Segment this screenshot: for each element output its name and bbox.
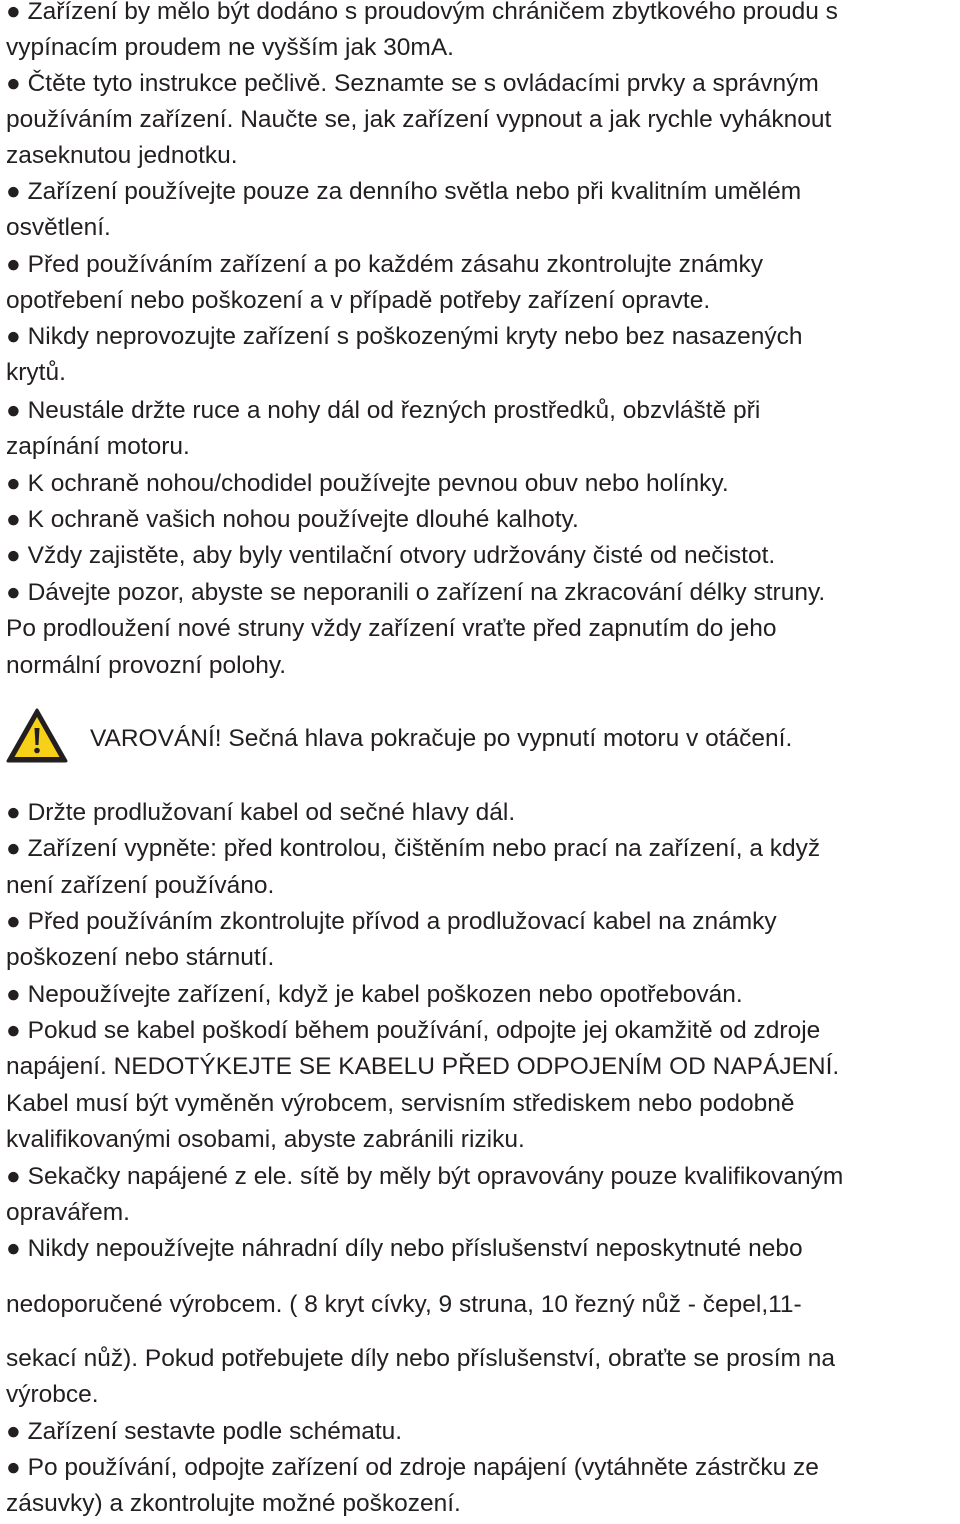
text-line: zaseknutou jednotku. bbox=[6, 142, 238, 169]
text-line: opotřebení nebo poškození a v případě potřeby zařízení opravte. bbox=[6, 287, 711, 314]
text-line: osvětlení. bbox=[6, 214, 111, 241]
text-line: ● Dávejte pozor, abyste se neporanili o zařízení na zkracování délky struny. bbox=[6, 579, 826, 606]
text-line: Kabel musí být vyměněn výrobcem, servisním střediskem nebo podobně bbox=[6, 1090, 795, 1117]
text-line: ● Před používáním zařízení a po každém zásahu zkontrolujte známky bbox=[6, 251, 763, 278]
text-line: vypínacím proudem ne vyšším jak 30mA. bbox=[6, 34, 454, 61]
text-line: ● K ochraně vašich nohou používejte dlouhé kalhoty. bbox=[6, 506, 579, 533]
text-line: nedoporučené výrobcem. ( 8 kryt cívky, 9 struna, 10 řezný nůž - čepel,11- bbox=[6, 1291, 802, 1318]
text-line: ● Zařízení vypněte: před kontrolou, čištěním nebo prací na zařízení, a když bbox=[6, 835, 821, 862]
text-line: není zařízení používáno. bbox=[6, 872, 275, 899]
text-line: ● K ochraně nohou/chodidel používejte pevnou obuv nebo holínky. bbox=[6, 470, 729, 497]
text-line: ● Nepoužívejte zařízení, když je kabel poškozen nebo opotřebován. bbox=[6, 981, 743, 1008]
text-line: opravářem. bbox=[6, 1199, 130, 1226]
text-line: používáním zařízení. Naučte se, jak zařízení vypnout a jak rychle vyháknout bbox=[6, 106, 832, 133]
text-line: výrobce. bbox=[6, 1381, 99, 1408]
text-line: normální provozní polohy. bbox=[6, 652, 287, 679]
text-line: ● Nikdy neprovozujte zařízení s poškozenými kryty nebo bez nasazených bbox=[6, 323, 803, 350]
warning-triangle-icon bbox=[6, 708, 68, 764]
text-line: ● Před používáním zkontrolujte přívod a prodlužovací kabel na známky bbox=[6, 908, 777, 935]
text-line: ● Zařízení sestavte podle schématu. bbox=[6, 1418, 403, 1445]
text-line: ● Po používání, odpojte zařízení od zdroje napájení (vytáhněte zástrčku ze bbox=[6, 1454, 819, 1481]
warning-text: VAROVÁNÍ! Sečná hlava pokračuje po vypnutí motoru v otáčení. bbox=[90, 725, 793, 752]
text-line: ● Čtěte tyto instrukce pečlivě. Seznamte se s ovládacími prvky a správným bbox=[6, 70, 819, 97]
text-line: zásuvky) a zkontrolujte možné poškození. bbox=[6, 1490, 461, 1517]
text-line: ● Pokud se kabel poškodí během používání, odpojte jej okamžitě od zdroje bbox=[6, 1017, 821, 1044]
text-line: ● Zařízení používejte pouze za denního světla nebo při kvalitním umělém bbox=[6, 178, 802, 205]
text-line: ● Nikdy nepoužívejte náhradní díly nebo příslušenství neposkytnuté nebo bbox=[6, 1235, 803, 1262]
text-line: ● Držte prodlužovaní kabel od sečné hlavy dál. bbox=[6, 799, 516, 826]
text-line: napájení. NEDOTÝKEJTE SE KABELU PŘED ODPOJENÍM OD NAPÁJENÍ. bbox=[6, 1053, 840, 1080]
text-line: ● Zařízení by mělo být dodáno s proudovým chráničem zbytkového proudu s bbox=[6, 0, 838, 25]
text-line: zapínání motoru. bbox=[6, 433, 190, 460]
text-line: ● Vždy zajistěte, aby byly ventilační otvory udržovány čisté od nečistot. bbox=[6, 542, 776, 569]
text-line: poškození nebo stárnutí. bbox=[6, 944, 275, 971]
text-line: ● Sekačky napájené z ele. sítě by měly být opravovány pouze kvalifikovaným bbox=[6, 1163, 844, 1190]
text-line: ● Neustále držte ruce a nohy dál od řezných prostředků, obzvláště při bbox=[6, 397, 761, 424]
text-line: sekací nůž). Pokud potřebujete díly nebo příslušenství, obraťte se prosím na bbox=[6, 1345, 836, 1372]
text-line: krytů. bbox=[6, 359, 66, 386]
text-line: kvalifikovanými osobami, abyste zabránili riziku. bbox=[6, 1126, 525, 1153]
text-line: Po prodloužení nové struny vždy zařízení vraťte před zapnutím do jeho bbox=[6, 615, 777, 642]
warning-notice bbox=[6, 708, 960, 768]
